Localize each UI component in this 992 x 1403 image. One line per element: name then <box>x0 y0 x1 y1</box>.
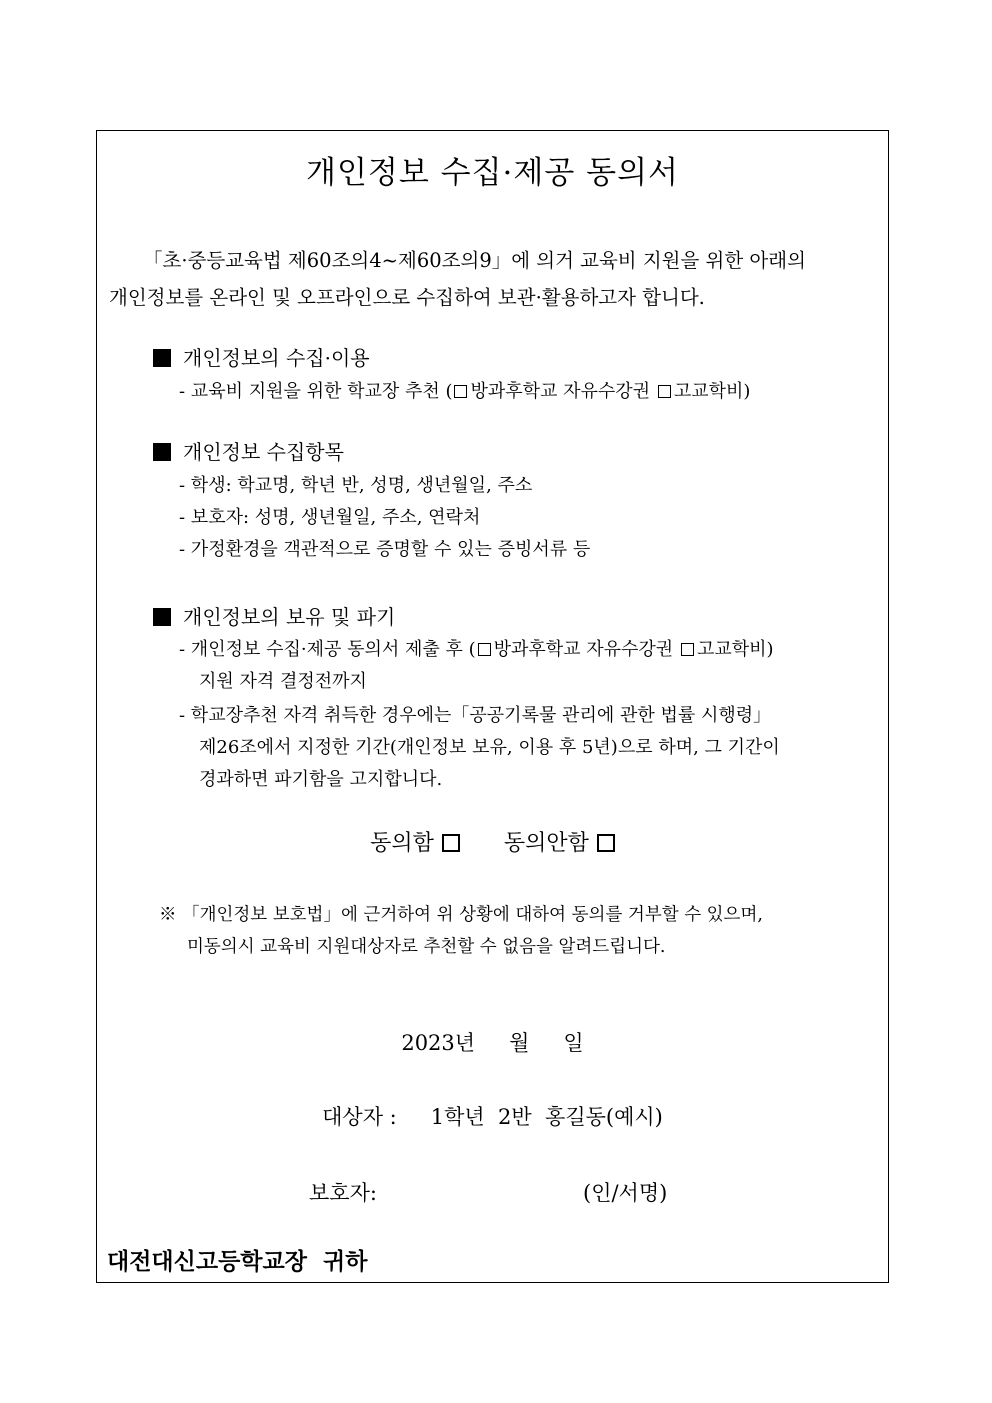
section-collection-items <box>153 440 344 464</box>
agree-label: 동의함 <box>370 831 434 856</box>
list-item: - 가정환경을 객관적으로 증명할 수 있는 증빙서류 등 <box>179 539 591 560</box>
checkbox-tuition-icon[interactable] <box>681 643 694 656</box>
black-square-bullet-icon <box>153 608 171 626</box>
notice-line-2: 미동의시 교육비 지원대상자로 추천할 수 없음을 알려드립니다. <box>187 937 666 957</box>
black-square-bullet-icon <box>153 349 171 367</box>
option-afterschool-label: 방과후학교 자유수강권 <box>493 639 674 660</box>
checkbox-afterschool-icon[interactable] <box>478 643 491 656</box>
collection-use-item <box>179 381 750 403</box>
subject-label: 대상자 : <box>322 1105 397 1129</box>
section-retention-disposal <box>153 605 395 629</box>
section-collection-use <box>153 346 370 370</box>
option-afterschool-label: 방과후학교 자유수강권 <box>470 381 651 402</box>
list-item: - 학생: 학교명, 학년 반, 성명, 생년월일, 주소 <box>179 475 533 496</box>
addressee: 대전대신고등학교장 귀하 <box>107 1249 368 1275</box>
date-year: 2023년 <box>401 1031 476 1055</box>
consent-form-frame <box>96 130 889 1283</box>
black-square-bullet-icon <box>153 443 171 461</box>
item-text: - 개인정보 수집·제공 동의서 제출 후 ( <box>179 639 476 660</box>
section-heading: 개인정보 수집항목 <box>183 440 344 464</box>
subject-value: 1학년 2반 홍길동(예시) <box>430 1105 663 1129</box>
option-tuition-label: 고교학비) <box>673 381 751 402</box>
date-month: 월 <box>509 1031 530 1055</box>
retention-item-2-line-1: - 학교장추천 자격 취득한 경우에는「공공기록물 관리에 관한 법률 시행령」 <box>179 705 772 726</box>
section-heading: 개인정보의 수집·이용 <box>183 346 370 370</box>
list-item: - 보호자: 성명, 생년월일, 주소, 연락처 <box>179 507 481 528</box>
retention-item-2-line-2: 제26조에서 지정한 기간(개인정보 보유, 이용 후 5년)으로 하며, 그 기간이 <box>199 737 780 758</box>
option-tuition-label: 고교학비) <box>696 639 774 660</box>
agree-checkbox[interactable] <box>442 834 460 852</box>
intro-line-2: 개인정보를 온라인 및 오프라인으로 수집하여 보관·활용하고자 합니다. <box>109 286 705 309</box>
item-text: - 교육비 지원을 위한 학교장 추천 ( <box>179 381 453 402</box>
checkbox-tuition-icon[interactable] <box>658 385 671 398</box>
checkbox-afterschool-icon[interactable] <box>454 385 467 398</box>
disagree-checkbox[interactable] <box>597 834 615 852</box>
retention-item-1-cont: 지원 자격 결정전까지 <box>199 671 367 692</box>
consent-row <box>97 831 888 857</box>
intro-line-1: 「초·중등교육법 제60조의4~제60조의9」에 의거 교육비 지원을 위한 아래의 <box>143 249 806 272</box>
date-line <box>97 1031 888 1056</box>
notice-line-1: ※ 「개인정보 보호법」에 근거하여 위 상황에 대하여 동의를 거부할 수 있으며, <box>159 905 763 925</box>
disagree-label: 동의안함 <box>503 831 589 856</box>
date-day: 일 <box>563 1031 584 1055</box>
subject-line <box>97 1105 888 1130</box>
retention-item-2-line-3: 경과하면 파기함을 고지합니다. <box>199 769 443 790</box>
document-title: 개인정보 수집·제공 동의서 <box>306 155 679 191</box>
retention-item-1 <box>179 639 774 661</box>
section-heading: 개인정보의 보유 및 파기 <box>183 605 396 629</box>
guardian-sign[interactable]: (인/서명) <box>583 1181 668 1205</box>
guardian-label: 보호자: <box>309 1181 377 1205</box>
